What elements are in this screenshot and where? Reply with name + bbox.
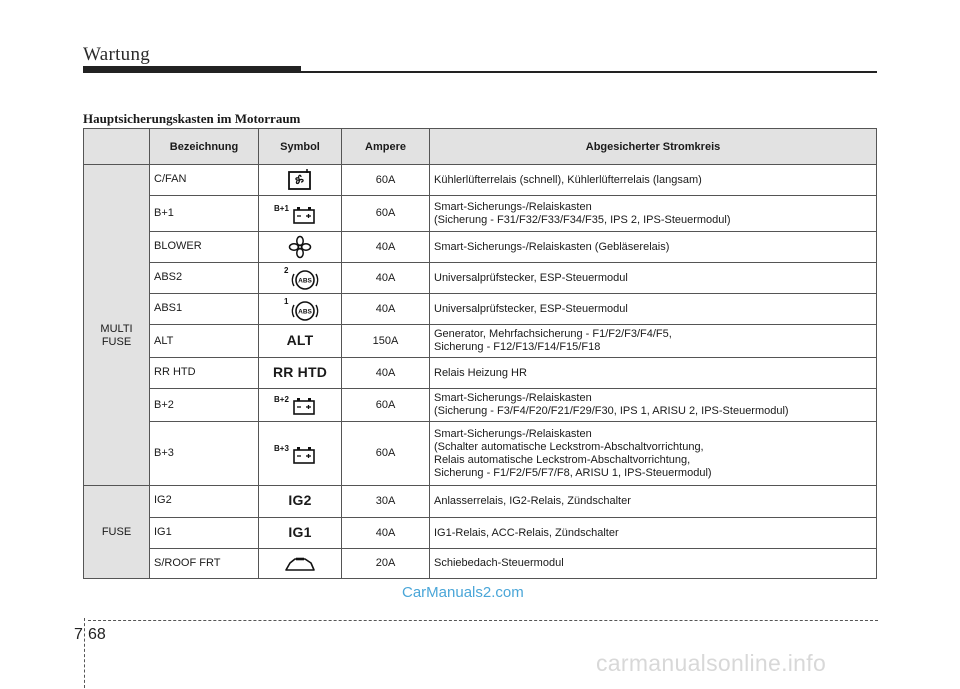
header-bar bbox=[83, 66, 301, 73]
page-footer-divider bbox=[84, 618, 86, 688]
fuse-circuit-cell: Smart-Sicherungs-/Relaiskasten (Schalter automatische Leckstrom-Abschaltvorrichtung, Relais automatische Leckstrom-Abschaltvorrichtung, Sicherung - F1/F2/F5/F7/F8, ARISU 1, IPS-Steuermodul) bbox=[430, 422, 877, 486]
table-row bbox=[84, 325, 877, 358]
fuse-ampere-cell: 40A bbox=[342, 518, 430, 549]
fuse-circuit-cell: Kühlerlüfterrelais (schnell), Kühlerlüfterrelais (langsam) bbox=[430, 165, 877, 196]
battery-icon bbox=[268, 203, 332, 219]
fuse-ampere-cell: 40A bbox=[342, 263, 430, 294]
battery-icon bbox=[268, 395, 332, 411]
blower-fan-icon bbox=[286, 241, 314, 253]
fuse-name-cell: RR HTD bbox=[150, 358, 259, 389]
watermark-link[interactable]: CarManuals2.com bbox=[402, 584, 524, 601]
fuse-circuit-cell: Universalprüfstecker, ESP-Steuermodul bbox=[430, 294, 877, 325]
abs-icon bbox=[275, 266, 325, 285]
fuse-symbol-cell bbox=[259, 358, 342, 389]
fuse-circuit-cell: Schiebedach-Steuermodul bbox=[430, 549, 877, 579]
header-rule bbox=[301, 71, 877, 73]
fuse-ampere-cell: 60A bbox=[342, 422, 430, 486]
fuse-circuit-cell: Anlasserrelais, IG2-Relais, Zündschalter bbox=[430, 486, 877, 518]
fuse-name-cell: ALT bbox=[150, 325, 259, 358]
column-header-stromkreis: Abgesicherter Stromkreis bbox=[430, 129, 877, 165]
fan-fuse-icon bbox=[287, 174, 313, 186]
page-number: 68 bbox=[88, 626, 106, 643]
fuse-circuit-cell: Generator, Mehrfachsicherung - F1/F2/F3/F4/F5, Sicherung - F12/F13/F14/F15/F18 bbox=[430, 325, 877, 358]
fuse-group-label: MULTI FUSE bbox=[84, 165, 150, 486]
fuse-circuit-cell: Universalprüfstecker, ESP-Steuermodul bbox=[430, 263, 877, 294]
fuse-circuit-cell: Relais Heizung HR bbox=[430, 358, 877, 389]
fuse-name-cell: B+2 bbox=[150, 389, 259, 422]
svg-text:ABS: ABS bbox=[298, 308, 312, 316]
fuse-table bbox=[83, 128, 877, 579]
battery-icon bbox=[268, 443, 332, 459]
table-row bbox=[84, 294, 877, 325]
symbol-text: IG2 bbox=[288, 492, 312, 508]
table-header-row bbox=[84, 129, 877, 165]
table-row bbox=[84, 422, 877, 486]
fuse-symbol-cell bbox=[259, 486, 342, 518]
svg-text:ABS: ABS bbox=[298, 277, 312, 285]
fuse-symbol-cell bbox=[259, 232, 342, 263]
column-header-ampere: Ampere bbox=[342, 129, 430, 165]
fuse-name-cell: IG1 bbox=[150, 518, 259, 549]
fuse-name-cell: BLOWER bbox=[150, 232, 259, 263]
fuse-name-cell: ABS1 bbox=[150, 294, 259, 325]
fuse-circuit-cell: Smart-Sicherungs-/Relaiskasten (Sicherung - F3/F4/F20/F21/F29/F30, IPS 1, ARISU 2, IPS-Steuermodul) bbox=[430, 389, 877, 422]
column-header-symbol: Symbol bbox=[259, 129, 342, 165]
svg-text:1: 1 bbox=[284, 297, 289, 306]
fuse-ampere-cell: 20A bbox=[342, 549, 430, 579]
table-row bbox=[84, 389, 877, 422]
fuse-name-cell: C/FAN bbox=[150, 165, 259, 196]
footer-site-text: carmanualsonline.info bbox=[596, 650, 827, 676]
fuse-symbol-cell bbox=[259, 422, 342, 486]
fuse-ampere-cell: 60A bbox=[342, 165, 430, 196]
fuse-symbol-cell bbox=[259, 165, 342, 196]
fuse-name-cell: S/ROOF FRT bbox=[150, 549, 259, 579]
page-header-title: Wartung bbox=[83, 44, 151, 65]
fuse-circuit-cell: IG1-Relais, ACC-Relais, Zündschalter bbox=[430, 518, 877, 549]
svg-text:2: 2 bbox=[284, 266, 289, 275]
table-row bbox=[84, 486, 877, 518]
fuse-circuit-cell: Smart-Sicherungs-/Relaiskasten (Gebläserelais) bbox=[430, 232, 877, 263]
fuse-ampere-cell: 40A bbox=[342, 358, 430, 389]
column-header-bezeichnung: Bezeichnung bbox=[150, 129, 259, 165]
svg-text:B+3: B+3 bbox=[274, 443, 289, 453]
svg-text:B+2: B+2 bbox=[274, 395, 289, 404]
svg-text:B+1: B+1 bbox=[274, 203, 289, 213]
fuse-name-cell: B+3 bbox=[150, 422, 259, 486]
fuse-name-cell: B+1 bbox=[150, 196, 259, 232]
fuse-ampere-cell: 60A bbox=[342, 196, 430, 232]
table-row bbox=[84, 232, 877, 263]
fuse-ampere-cell: 30A bbox=[342, 486, 430, 518]
section-title: Hauptsicherungskasten im Motorraum bbox=[83, 111, 301, 126]
fuse-symbol-cell bbox=[259, 263, 342, 294]
chapter-number: 7 bbox=[74, 626, 83, 643]
fuse-ampere-cell: 60A bbox=[342, 389, 430, 422]
fuse-ampere-cell: 40A bbox=[342, 232, 430, 263]
table-row bbox=[84, 165, 877, 196]
abs-icon bbox=[275, 297, 325, 316]
fuse-symbol-cell bbox=[259, 196, 342, 232]
fuse-group-label: FUSE bbox=[84, 486, 150, 579]
fuse-symbol-cell bbox=[259, 389, 342, 422]
symbol-text: ALT bbox=[286, 331, 314, 348]
fuse-symbol-cell bbox=[259, 518, 342, 549]
table-row bbox=[84, 549, 877, 579]
fuse-ampere-cell: 150A bbox=[342, 325, 430, 358]
symbol-text: RR HTD bbox=[272, 363, 328, 380]
table-row bbox=[84, 196, 877, 232]
fuse-name-cell: IG2 bbox=[150, 486, 259, 518]
header-group-cell bbox=[84, 129, 150, 165]
symbol-text: IG1 bbox=[288, 523, 312, 540]
fuse-symbol-cell bbox=[259, 325, 342, 358]
fuse-name-cell: ABS2 bbox=[150, 263, 259, 294]
fuse-ampere-cell: 40A bbox=[342, 294, 430, 325]
table-row bbox=[84, 358, 877, 389]
fuse-symbol-cell bbox=[259, 549, 342, 579]
fuse-symbol-cell bbox=[259, 294, 342, 325]
sunroof-icon bbox=[282, 557, 318, 569]
page-footer-rule bbox=[88, 620, 878, 621]
table-row bbox=[84, 518, 877, 549]
fuse-circuit-cell: Smart-Sicherungs-/Relaiskasten (Sicherung - F31/F32/F33/F34/F35, IPS 2, IPS-Steuermodul) bbox=[430, 196, 877, 232]
table-row bbox=[84, 263, 877, 294]
